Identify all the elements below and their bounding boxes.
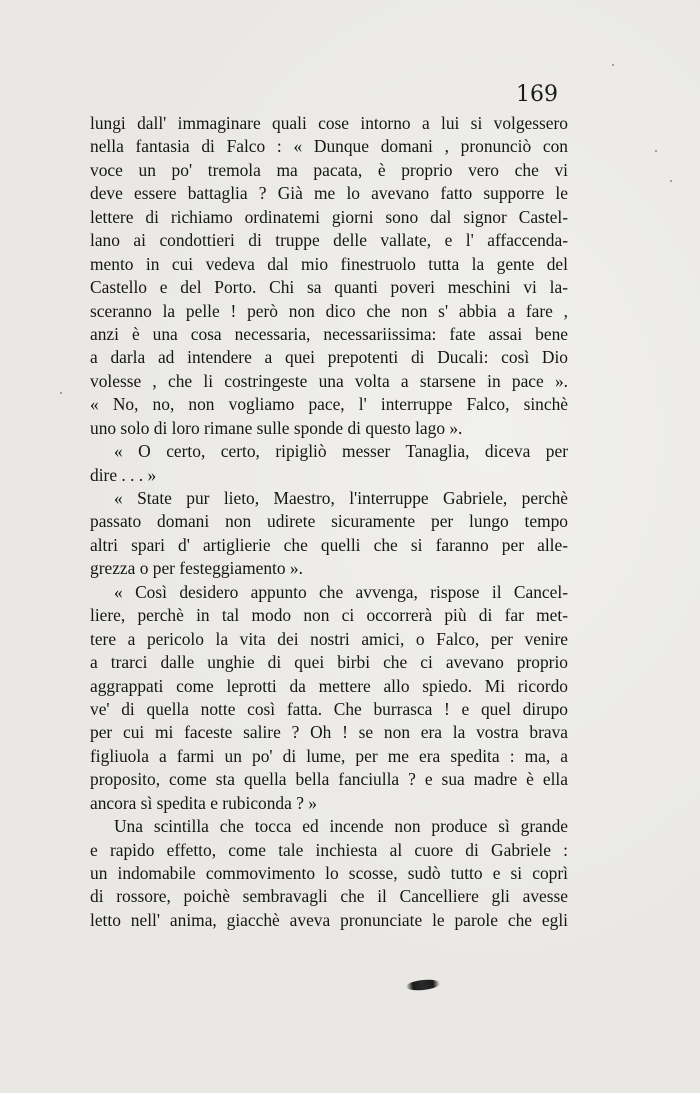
text-line: aggrappati come leprotti da mettere allo spiedo. Mi ricordo — [90, 675, 568, 696]
body-text — [90, 112, 568, 932]
text-line: volesse , che li costringeste una volta a starsene in pace ». — [90, 370, 568, 391]
text-line: lano ai condottieri di truppe delle vallate, e l' affaccenda- — [90, 230, 568, 251]
text-line: « Così desidero appunto che avvenga, rispose il Cancel- — [114, 581, 568, 602]
text-line: nella fantasia di Falco : « Dunque domani , pronunciò con — [90, 136, 568, 157]
text-line: « O certo, certo, ripigliò messer Tanaglia, diceva per — [114, 441, 568, 462]
text-line: liere, perchè in tal modo non ci occorrerà più di far met- — [90, 605, 568, 626]
text-line: altri spari d' artiglierie che quelli che si faranno per alle- — [90, 534, 568, 555]
text-line: dire . . . » — [90, 464, 157, 485]
text-line: lungi dall' immaginare quali cose intorno a lui si volgessero — [90, 113, 568, 133]
text-line: ancora sì spedita e rubiconda ? » — [90, 792, 317, 813]
text-line: di rossore, poichè sembravagli che il Cancelliere gli avesse — [90, 886, 568, 907]
paper-speck — [612, 64, 614, 66]
text-line: passato domani non udirete sicuramente per lungo tempo — [90, 511, 568, 532]
text-line: figliuola a farmi un po' di lume, per me era spedita : ma, a — [90, 745, 568, 766]
text-line: un indomabile commovimento lo scosse, sudò tutto e si coprì — [90, 863, 568, 883]
text-line: anzi è una cosa necessaria, necessariissima: fate assai bene — [90, 323, 568, 344]
text-line: grezza o per festeggiamento ». — [90, 558, 303, 579]
text-line: uno solo di loro rimane sulle sponde di questo lago ». — [90, 417, 463, 438]
text-line: voce un po' tremola ma pacata, è proprio vero che vi — [90, 159, 568, 180]
text-line: ve' di quella notte così fatta. Che burrasca ! e quel dirupo — [90, 698, 568, 719]
text-line: deve essere battaglia ? Già me lo avevano fatto supporre le — [90, 183, 568, 204]
page-number: 169 — [516, 82, 558, 107]
paper-speck — [655, 150, 657, 152]
paper-speck — [60, 392, 62, 394]
text-line: per cui mi faceste salire ? Oh ! se non era la vostra brava — [90, 722, 568, 743]
text-line: « State pur lieto, Maestro, l'interruppe Gabriele, perchè — [114, 488, 568, 508]
text-line: a darla ad intendere a quei prepotenti di Ducali: così Dio — [90, 347, 568, 368]
text-line: Una scintilla che tocca ed incende non produce sì grande — [114, 816, 568, 837]
ink-ornament — [406, 978, 441, 991]
text-line: e rapido effetto, come tale inchiesta al cuore di Gabriele : — [90, 839, 568, 860]
text-line: letto nell' anima, giacchè aveva pronunciate le parole che egli — [90, 909, 568, 930]
text-line: Castello e del Porto. Chi sa quanti poveri meschini vi la- — [90, 277, 568, 298]
text-line: mento in cui vedeva dal mio finestruolo tutta la gente del — [90, 253, 568, 274]
text-line: proposito, come sta quella bella fanciulla ? e sua madre è ella — [90, 769, 568, 790]
text-line: « No, no, non vogliamo pace, l' interruppe Falco, sinchè — [90, 394, 568, 415]
paper-speck — [670, 180, 672, 182]
text-line: lettere di richiamo ordinatemi giorni sono dal signor Castel- — [90, 206, 568, 227]
text-line: sceranno la pelle ! però non dico che non s' abbia a fare , — [90, 300, 568, 321]
text-line: a trarci dalle unghie di quei birbi che ci avevano proprio — [90, 652, 568, 673]
text-line: tere a pericolo la vita dei nostri amici, o Falco, per venire — [90, 628, 568, 649]
